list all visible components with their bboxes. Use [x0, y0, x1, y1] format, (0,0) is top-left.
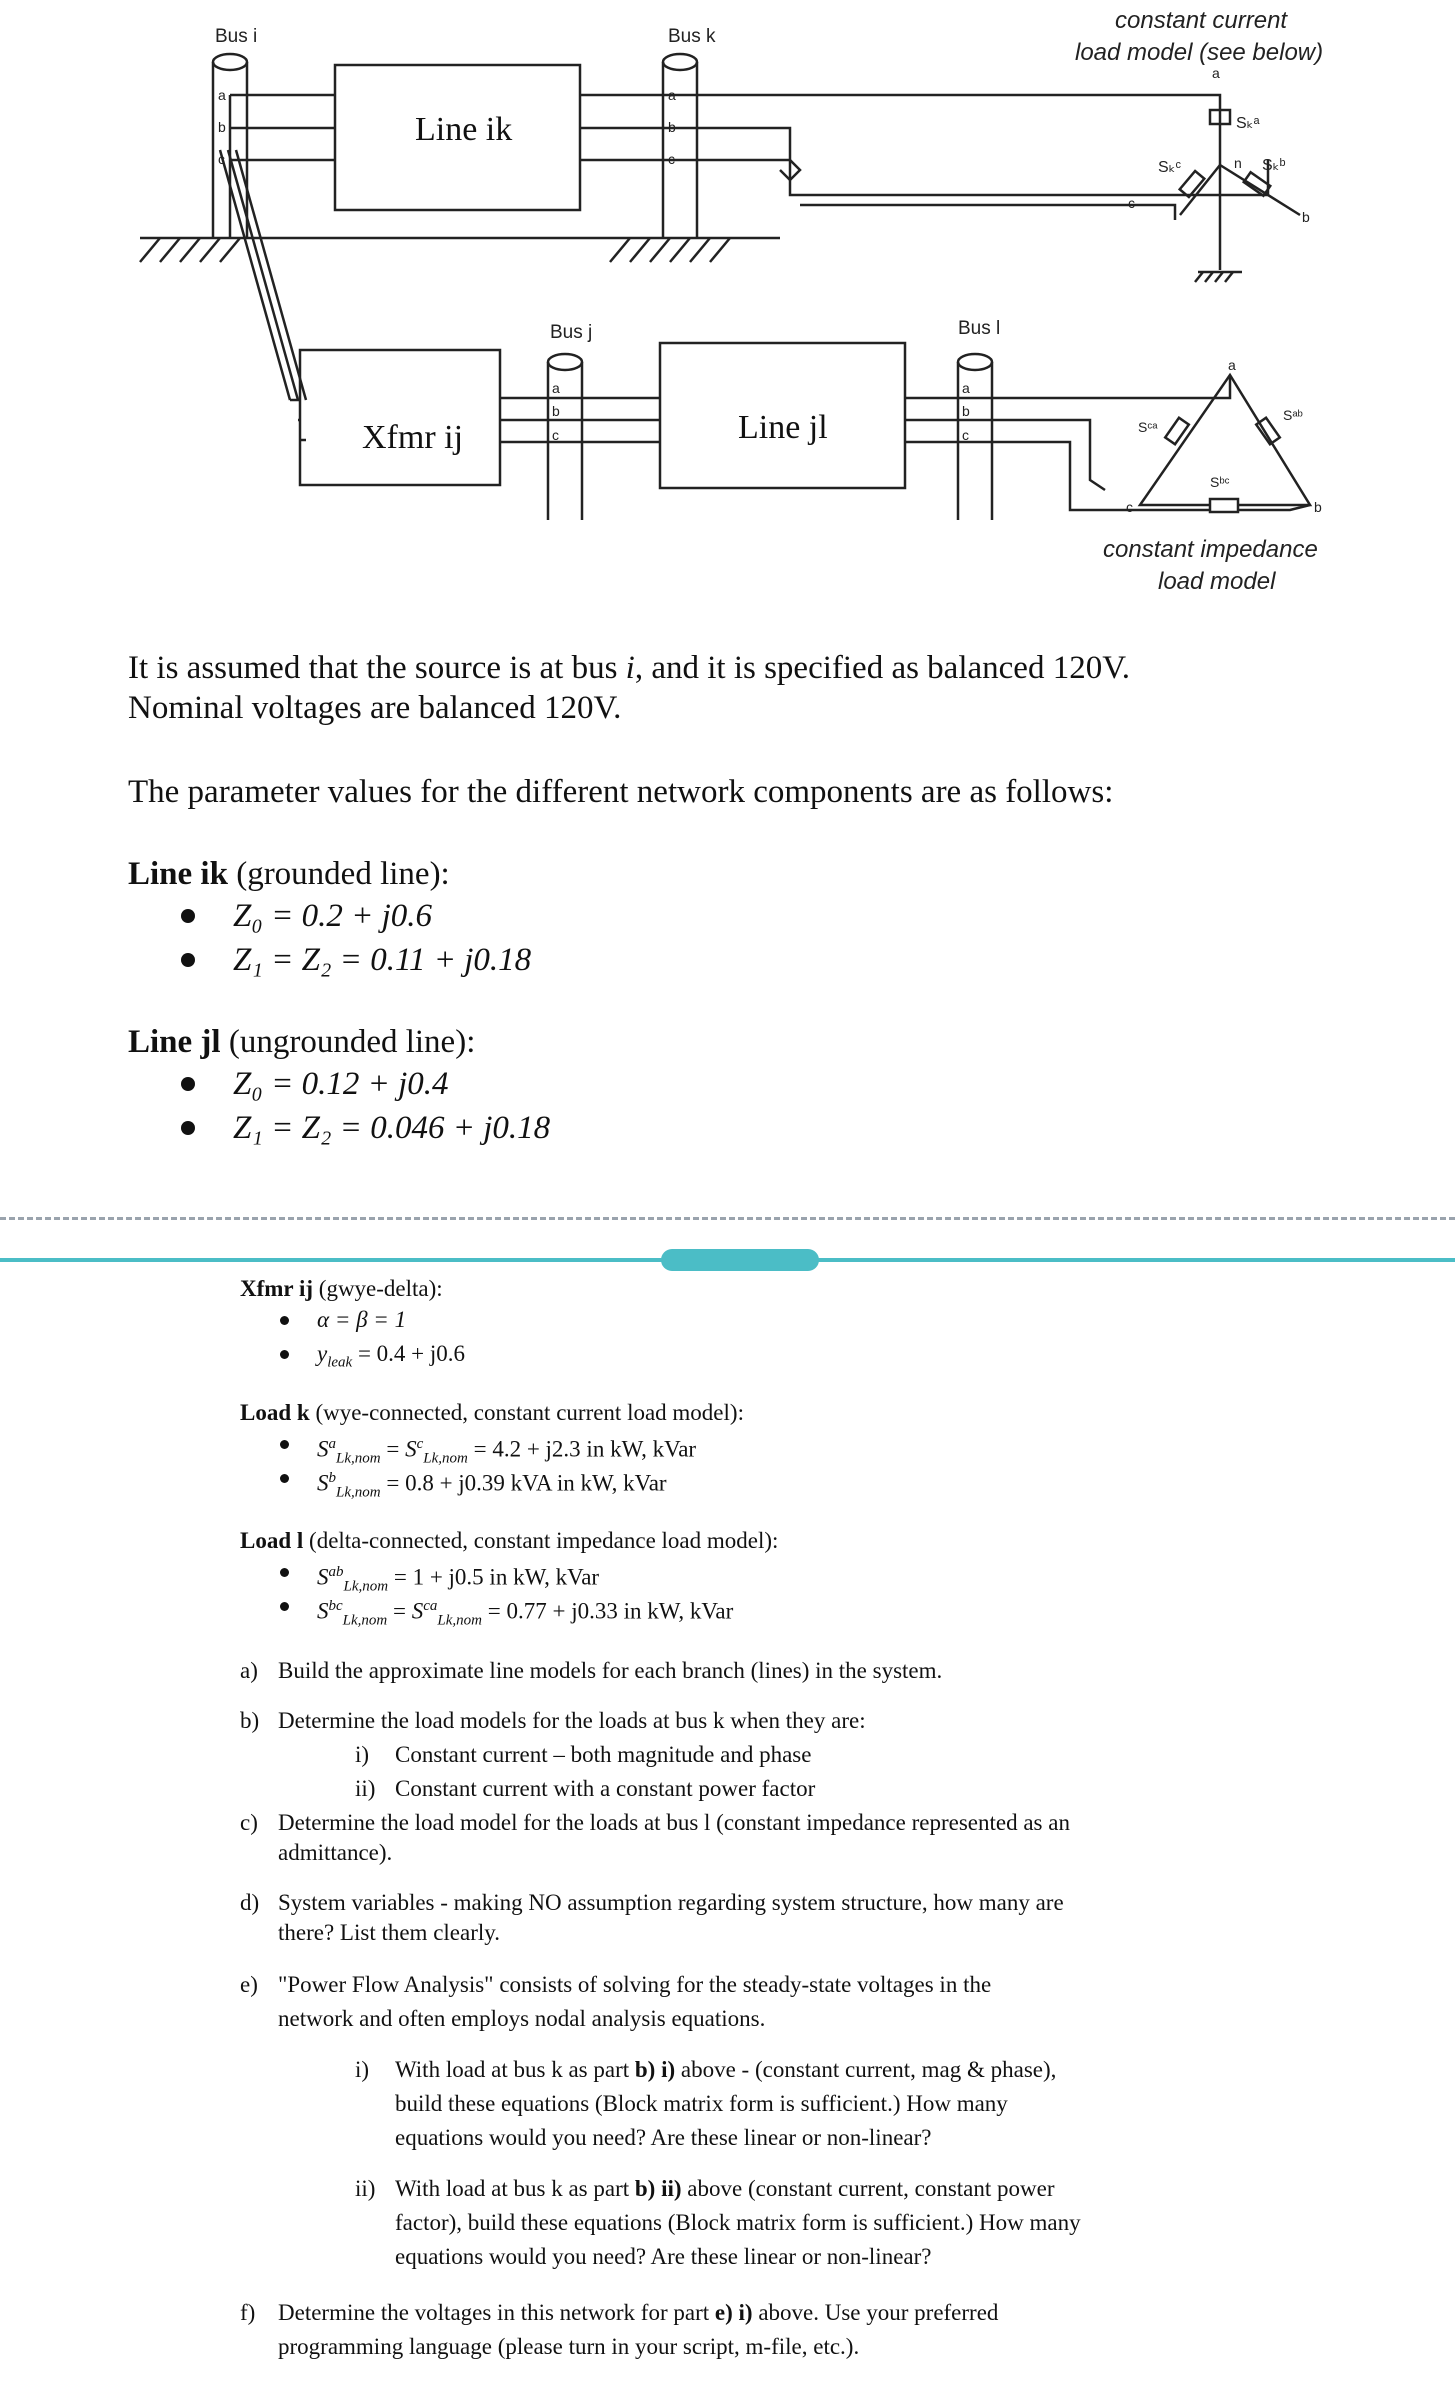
load-k-type: (wye-connected, constant current load model): — [315, 1400, 744, 1425]
delta-node-a: a — [1228, 357, 1236, 373]
intro-line-1-var: i — [625, 650, 635, 686]
line-jl-label: Line jl — [738, 409, 828, 446]
question-e-line-1: "Power Flow Analysis" consists of solving for the steady-state voltages in the — [278, 1972, 992, 1997]
question-b-i-label: i) — [355, 1742, 370, 1767]
bullet — [181, 953, 195, 967]
load-l-sup-bc: bc — [328, 1598, 343, 1614]
question-f-line-2: programming language (please turn in your script, m-file, etc.). — [278, 2334, 860, 2359]
ground-hatch-left — [140, 238, 240, 262]
circuit-diagram — [0, 0, 1455, 620]
line-jl-heading — [128, 1022, 475, 1062]
question-e-ii-post: above (constant current, constant power — [681, 2176, 1055, 2201]
bus-j-phase-c: c — [552, 427, 559, 443]
load-l-item-2: $S^{bc}_{Lk,nom} = S^{ca}_{Lk,nom} = 0.77 + j0.33$ in kW, kVar — [317, 1598, 734, 1629]
load-k-item-2-rest: = 0.8 + j0.39 kVA in kW, kVar — [380, 1470, 667, 1496]
bus-j-label: Bus j — [550, 322, 593, 343]
ground-hatch-mid — [610, 238, 730, 262]
delta-node-b: b — [1314, 499, 1322, 515]
question-f-ref: e) i) — [714, 2300, 753, 2325]
intro-line-1-post: , and it is specified as balanced 120V. — [634, 650, 1131, 686]
load-k-sup-b: b — [328, 1470, 336, 1486]
load-l-heading — [240, 1526, 778, 1556]
load-l-item-1: $S^{ab}_{Lk,nom} = 1 + j0.5$ in kW, kVar — [317, 1564, 600, 1595]
line-jl-z12: Z₁ = Z₂ = 0.046 + j0.18 — [233, 1110, 551, 1146]
bullet — [280, 1316, 289, 1325]
line-ik-z12: Z₁ = Z₂ = 0.11 + j0.18 — [233, 942, 532, 978]
bullet — [280, 1474, 289, 1483]
question-d-label: d) — [240, 1890, 260, 1915]
line-ik-label: Line ik — [415, 111, 513, 148]
wye-node-c: c — [1128, 195, 1135, 211]
xfmr-item-1: α = β = 1 — [317, 1307, 407, 1332]
bus-l-phase-a: a — [962, 380, 970, 396]
load-l-sup-ab: ab — [328, 1564, 344, 1580]
question-e-i-line-3: equations would you need? Are these linear or non-linear? — [395, 2125, 932, 2150]
question-e-i-label: i) — [355, 2057, 370, 2082]
intro-line-3: The parameter values for the different network components are as follows: — [128, 774, 1114, 810]
question-e-i-pre: With load at bus k as part — [395, 2057, 635, 2082]
line-ik-name: Line ik — [128, 856, 228, 892]
wye-s-b: Sₖᵇ — [1262, 157, 1286, 174]
question-b: Determine the load models for the loads at bus k when they are: — [278, 1708, 866, 1733]
load-l-name: Load l — [240, 1528, 304, 1553]
load-l-title-1: constant impedance — [1103, 536, 1318, 563]
intro-line-1-pre: It is assumed that the source is at bus — [128, 650, 626, 686]
page-break-dashed-line — [0, 1217, 1455, 1220]
xfmr-item-2-rest: = 0.4 + j0.6 — [352, 1341, 466, 1366]
question-d-line-1: System variables - making NO assumption regarding system structure, how many are — [278, 1890, 1064, 1915]
load-l-type: (delta-connected, constant impedance load model): — [309, 1528, 779, 1553]
load-k-item-1-rest: = 4.2 + j2.3 in kW, kVar — [467, 1436, 697, 1462]
question-f-label: f) — [240, 2300, 256, 2325]
delta-load — [1140, 375, 1310, 512]
question-e-ii-ref: b) ii) — [634, 2176, 682, 2201]
load-l-title-2: load model — [1158, 568, 1276, 595]
question-b-i: Constant current – both magnitude and phase — [395, 1742, 812, 1767]
question-f-pre: Determine the voltages in this network for part — [278, 2300, 715, 2325]
question-b-ii-label: ii) — [355, 1776, 376, 1801]
line-jl-type: (ungrounded line): — [228, 1024, 476, 1060]
bullet — [280, 1350, 289, 1359]
question-d-line-2: there? List them clearly. — [278, 1920, 501, 1945]
xfmr-ij-label: Xfmr ij — [362, 419, 464, 456]
delta-s-ca: Sᶜᵃ — [1138, 419, 1158, 435]
xfmr-item-2-var: y — [317, 1341, 328, 1366]
question-e-i-ref: b) i) — [634, 2057, 676, 2082]
load-k-title-2: load model (see below) — [1075, 39, 1324, 66]
xfmr-name: Xfmr ij — [240, 1276, 314, 1301]
question-e-line-2: network and often employs nodal analysis equations. — [278, 2006, 766, 2031]
intro-line-2: Nominal voltages are balanced 120V. — [128, 690, 622, 726]
bus-i-phase-b: b — [218, 119, 226, 135]
question-e-i-post: above - (constant current, mag & phase), — [675, 2057, 1057, 2082]
question-b-label: b) — [240, 1708, 260, 1733]
question-e-i-line-2: build these equations (Block matrix form is sufficient.) How many — [395, 2091, 1008, 2116]
line-ik-type: (grounded line): — [236, 856, 450, 892]
bus-i-phase-c: c — [218, 151, 225, 167]
load-l-sub-2: Lk,nom — [342, 1612, 388, 1629]
question-c-line-1: Determine the load model for the loads at bus l (constant impedance represented as an — [278, 1810, 1070, 1835]
question-e-ii-label: ii) — [355, 2176, 376, 2201]
wye-s-a: Sₖᵃ — [1236, 115, 1260, 132]
question-f-post: above. Use your preferred — [752, 2300, 999, 2325]
bullet — [181, 1121, 195, 1135]
wye-s-c: Sₖᶜ — [1158, 159, 1182, 176]
load-k-item-2: $S^b_{Lk,nom} = 0.8 + j0.39$ kVA in kW, kVar — [317, 1470, 667, 1501]
page-split-handle[interactable] — [661, 1249, 819, 1271]
load-l-item-1-rest: = 1 + j0.5 in kW, kVar — [388, 1564, 600, 1590]
xfmr-item-2-sub: leak — [327, 1354, 353, 1371]
wye-node-b: b — [1302, 209, 1310, 225]
bullet — [181, 1077, 195, 1091]
line-jl-z0: Z₀ = 0.12 + j0.4 — [233, 1066, 449, 1102]
question-c-label: c) — [240, 1810, 258, 1835]
bus-l-phase-b: b — [962, 403, 970, 419]
load-k-item-1: $S^a_{Lk,nom} = S^c_{Lk,nom} = 4.2 + j2.3$ in kW, kVar — [317, 1436, 697, 1467]
xfmr-ij-box — [300, 350, 500, 485]
load-k-sup-c: c — [416, 1436, 424, 1452]
bus-l-label: Bus l — [958, 318, 1001, 339]
wye-node-n: n — [1234, 155, 1242, 171]
bus-k-label: Bus k — [668, 26, 716, 47]
xfmr-heading — [240, 1274, 443, 1304]
bus-k-phase-b: b — [668, 119, 676, 135]
question-e-ii-line-2: factor), build these equations (Block matrix form is sufficient.) How many — [395, 2210, 1081, 2235]
load-k-sub-1: Lk,nom — [336, 1450, 381, 1467]
load-l-sub-1: Lk,nom — [343, 1578, 389, 1595]
question-f-line-1 — [278, 2298, 998, 2328]
bus-k-phase-c: c — [668, 151, 675, 167]
intro-line-1 — [128, 648, 1130, 688]
wye-node-a: a — [1212, 65, 1220, 81]
question-e-label: e) — [240, 1972, 258, 1997]
question-e-i-line-1 — [395, 2055, 1056, 2085]
question-e-ii-line-1 — [395, 2174, 1055, 2204]
bullet — [280, 1602, 289, 1611]
delta-s-ab: Sᵃᵇ — [1283, 407, 1303, 423]
line-jl-name: Line jl — [128, 1024, 221, 1060]
load-k-sub-2: Lk,nom — [423, 1450, 468, 1467]
bullet — [280, 1568, 289, 1577]
load-l-sup-ca: ca — [423, 1598, 438, 1614]
load-l-sub-3: Lk,nom — [437, 1612, 483, 1629]
question-a-label: a) — [240, 1658, 258, 1683]
question-e-ii-line-3: equations would you need? Are these linear or non-linear? — [395, 2244, 932, 2269]
bus-k-phase-a: a — [668, 87, 676, 103]
delta-s-bc: Sᵇᶜ — [1210, 474, 1230, 490]
bullet — [181, 909, 195, 923]
line-ik-z0: Z₀ = 0.2 + j0.6 — [233, 898, 433, 934]
bus-l-phase-c: c — [962, 427, 969, 443]
load-k-heading — [240, 1398, 744, 1428]
load-k-name: Load k — [240, 1400, 310, 1425]
load-k-sub-3: Lk,nom — [336, 1484, 381, 1501]
bus-i-phase-a: a — [218, 87, 226, 103]
xfmr-item-2 — [317, 1339, 465, 1378]
delta-node-c: c — [1126, 499, 1133, 515]
bus-j-phase-b: b — [552, 403, 560, 419]
bullet — [280, 1440, 289, 1449]
load-k-title-1: constant current — [1115, 7, 1288, 34]
xfmr-type: (gwye-delta): — [318, 1276, 443, 1301]
load-l-item-2-rest: = 0.77 + j0.33 in kW, kVar — [482, 1598, 734, 1624]
question-e-ii-pre: With load at bus k as part — [395, 2176, 635, 2201]
question-c-line-2: admittance). — [278, 1840, 393, 1865]
load-k-sup-a: a — [328, 1436, 336, 1452]
question-b-ii: Constant current with a constant power factor — [395, 1776, 816, 1801]
bus-i-label: Bus i — [215, 26, 258, 47]
bus-k-cylinder — [663, 54, 697, 238]
bus-j-phase-a: a — [552, 380, 560, 396]
question-a: Build the approximate line models for each branch (lines) in the system. — [278, 1658, 943, 1683]
line-ik-heading — [128, 854, 450, 894]
